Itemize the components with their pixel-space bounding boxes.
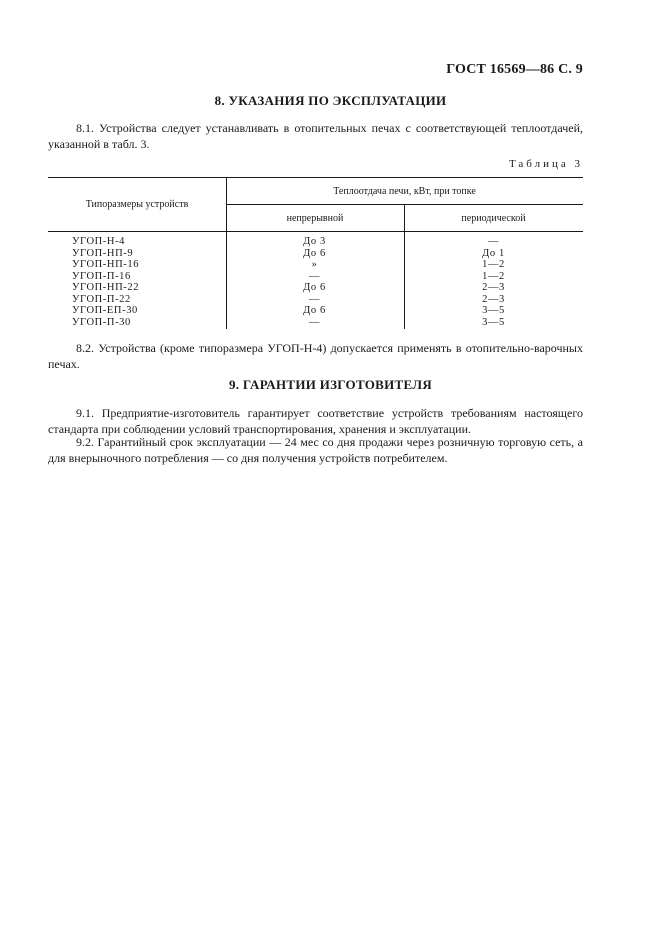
table-row bbox=[48, 305, 583, 317]
cell-size: УГОП-ЕП-30 bbox=[72, 305, 138, 316]
table-row bbox=[48, 317, 583, 329]
section-9-title: 9. ГАРАНТИИ ИЗГОТОВИТЕЛЯ bbox=[228, 377, 433, 392]
cell-size: УГОП-П-30 bbox=[72, 316, 131, 328]
table-row bbox=[48, 248, 583, 260]
cell-continuous: До 3 bbox=[303, 236, 326, 247]
table-caption: Таблица 3 bbox=[508, 158, 583, 170]
page-header-code: ГОСТ 16569—86 С. 9 bbox=[446, 62, 583, 77]
section-8-title: 8. УКАЗАНИЯ ПО ЭКСПЛУАТАЦИИ bbox=[214, 93, 447, 108]
cell-size: УГОП-НП-22 bbox=[72, 282, 140, 293]
cell-size: УГОП-НП-16 bbox=[72, 259, 140, 270]
table-row bbox=[48, 294, 583, 306]
cell-periodic: До 1 bbox=[482, 247, 505, 259]
cell-periodic: 3—5 bbox=[482, 305, 505, 316]
paragraph-9-1: 9.1. Предприятие-изготовитель гарантирует соответствие устройств требованиям настоящего стандарта при соблюдении условий транспортирования, хранения и эксплуатации. bbox=[48, 406, 583, 436]
table-row bbox=[48, 259, 583, 271]
cell-size: УГОП-П-16 bbox=[72, 270, 131, 282]
cell-continuous: — bbox=[308, 270, 321, 282]
table-row bbox=[48, 271, 583, 283]
cell-size: УГОП-П-22 bbox=[72, 293, 131, 305]
th-sizes: Типоразмеры устройств bbox=[85, 199, 189, 210]
table-row bbox=[48, 236, 583, 248]
th-periodic: периодической bbox=[461, 213, 526, 224]
cell-continuous: » bbox=[311, 259, 318, 270]
table-top-rule bbox=[48, 177, 583, 178]
cell-periodic: 2—3 bbox=[482, 293, 505, 305]
table-3 bbox=[48, 177, 583, 329]
cell-periodic: 2—3 bbox=[482, 282, 505, 293]
table-header-rule bbox=[48, 231, 583, 232]
cell-periodic: 3—5 bbox=[482, 316, 505, 328]
cell-periodic: 1—2 bbox=[482, 259, 505, 270]
cell-continuous: До 6 bbox=[303, 305, 326, 316]
cell-continuous: — bbox=[308, 316, 321, 328]
cell-size: УГОП-Н-4 bbox=[72, 236, 126, 247]
cell-size: УГОП-НП-9 bbox=[72, 247, 134, 259]
cell-continuous: До 6 bbox=[303, 282, 326, 293]
cell-continuous: До 6 bbox=[303, 247, 326, 259]
cell-periodic: — bbox=[487, 236, 500, 247]
cell-periodic: 1—2 bbox=[482, 270, 505, 282]
th-continuous: непрерывной bbox=[286, 213, 344, 224]
paragraph-9-2: 9.2. Гарантийный срок эксплуатации — 24 мес со дня продажи через розничную торговую сеть, а для внерыночного потребления — со дня получения устройств потребителем. bbox=[48, 435, 583, 465]
table-row bbox=[48, 282, 583, 294]
paragraph-8-2: 8.2. Устройства (кроме типоразмера УГОП-Н-4) допускается применять в отопительно-варочных печах. bbox=[48, 341, 583, 371]
paragraph-8-1: 8.1. Устройства следует устанавливать в отопительных печах с соответствующей теплоотдачей, указанной в табл. 3. bbox=[48, 121, 583, 151]
th-heat-output: Теплоотдача печи, кВт, при топке bbox=[333, 186, 476, 197]
cell-continuous: — bbox=[308, 293, 321, 305]
